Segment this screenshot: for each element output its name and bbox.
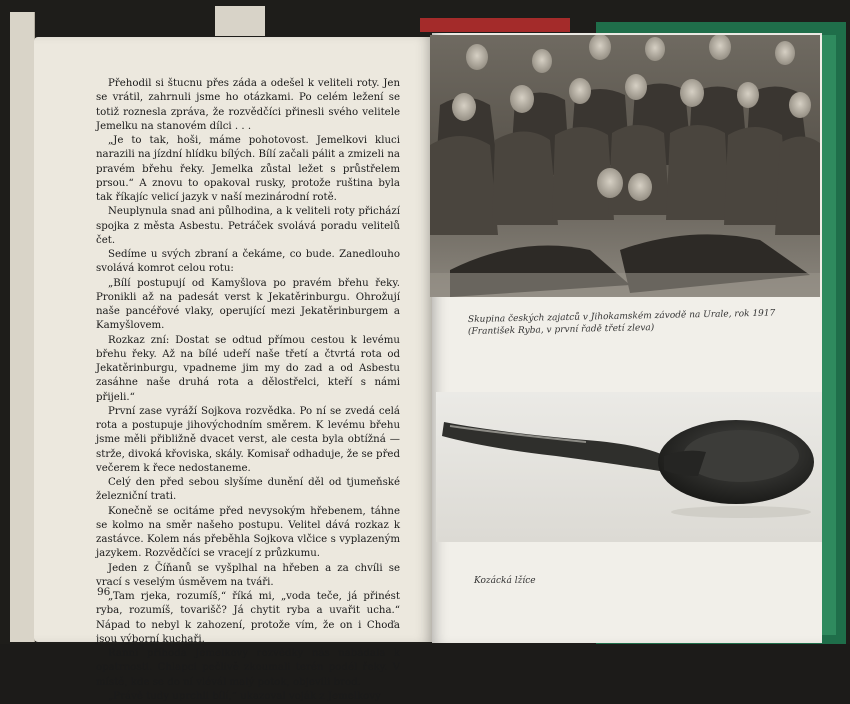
paragraph: „Právě tudy uprchli bílí,“ ukazoval voják z Jemelkovy bbox=[108, 690, 381, 702]
paragraph: Ranní příhoda Jemelkovy rozvědky nás nabádala k opatrnosti. Chlapci pečlivě zkoumali terén podél řeky. V místě, kde se do ní vlévál malý potok, objevili brod. bbox=[96, 648, 400, 688]
photo-caption-line1: Skupina českých zajatců v Jihokamském závodě na Urale, rok 1917 bbox=[467, 308, 776, 325]
photo-caption-line2: (František Ryba, v první řadě třetí zleva) bbox=[467, 323, 655, 337]
paper-scrap bbox=[215, 6, 265, 36]
paragraph: Celý den před sebou slyšíme dunění děl od tjumeňské železniční trati. bbox=[96, 477, 400, 503]
paragraph: Sedíme u svých zbraní a čekáme, co bude. Zanedlouho svolává komrot celou rotu: bbox=[96, 249, 400, 275]
paragraph: První zase vyráží Sojkova rozvědka. Po ní se zvedá celá rota a postupuje jihovýchodním směrem. K levému břehu jsme měli přibližně dvacet verst, ale cesta byla obtížná — strže, divoká křoviska, skály. Komisař odhaduje, že se před večerem k řece nedostaneme. bbox=[96, 405, 400, 474]
paragraph: Konečně se ocitáme před nevysokým hřebenem, táhne se kolmo na směr našeho postupu. Velitel dává rozkaz k zastávce. Kolem nás přeběhla Sojkova vlčice s vyplazeným jazykem. Rozvědčíci se vracejí z průzkumu. bbox=[96, 505, 400, 560]
paragraph: „Tam rjeka, rozumíš,“ říká mi, „voda teče, já přinést ryba, rozumíš, tovarišč? Já chytit ryba a uvařit ucha.“ Nápad to nebyl k zahození, protože vím, že on i Choďa jsou výborní kuchaři. bbox=[96, 591, 400, 645]
paragraph: Přehodil si štucnu přes záda a odešel k veliteli roty. Jen se vrátil, zahrnuli jsme ho otázkami. Po celém ležení se totiž roznesla zpráva, že rozvědčíci přinesli svého velitele Jemelku na stanovém dílci . . . bbox=[96, 78, 400, 132]
page-stack-edge bbox=[10, 12, 35, 642]
red-bookmark-tab bbox=[420, 18, 570, 32]
paragraph: „Je to tak, hoši, máme pohotovost. Jemelkovi kluci narazili na jízdní hlídku bílých. Bílí začali pálit a zmizeli na pravém břehu řeky. Jemelka zůstal ležet s průstřelem prsou.“ A znovu to opakoval rusky, protože ruština byla tak říkajíc velicí jazyk v naší mezinárodní rotě. bbox=[96, 135, 400, 203]
spoon-image bbox=[436, 392, 822, 542]
group-photo-image bbox=[430, 35, 820, 297]
paragraph: „Bílí postupují od Kamyšlova po pravém břehu řeky. Pronikli až na padesát verst k Jekatěrinburgu. Ohrožují naše pancéřové vlaky, operující mezi Jekatěrinburgem a Kamyšlovem. bbox=[96, 277, 400, 332]
book-cover-edge bbox=[822, 35, 836, 635]
left-page-text bbox=[96, 77, 400, 704]
paragraph: Neuplynula snad ani půlhodina, a k veliteli roty přichází spojka z města Asbestu. Petráček svolává poradu velitelů čet. bbox=[96, 206, 400, 246]
page-number: 96 bbox=[97, 586, 111, 598]
group-photo bbox=[430, 35, 820, 297]
paragraph: Jeden z Číňanů se vyšplhal na hřeben a za chvíli se vrací s veselým úsměvem na tváři. bbox=[96, 562, 400, 588]
photo-caption bbox=[467, 308, 788, 338]
spoon-caption: Kozácká lžíce bbox=[474, 576, 536, 586]
spoon-photo bbox=[436, 392, 822, 542]
paragraph: Rozkaz zní: Dostat se odtud přímou cestou k levému břehu řeky. Až na bílé udeří naše třetí a čtvrtá rota od Jekatěrinburgu, vpadneme jim my do zad a od Asbestu zasáhne naše druhá rota a dělostřelci, kteří s námi přijeli.“ bbox=[96, 334, 400, 403]
